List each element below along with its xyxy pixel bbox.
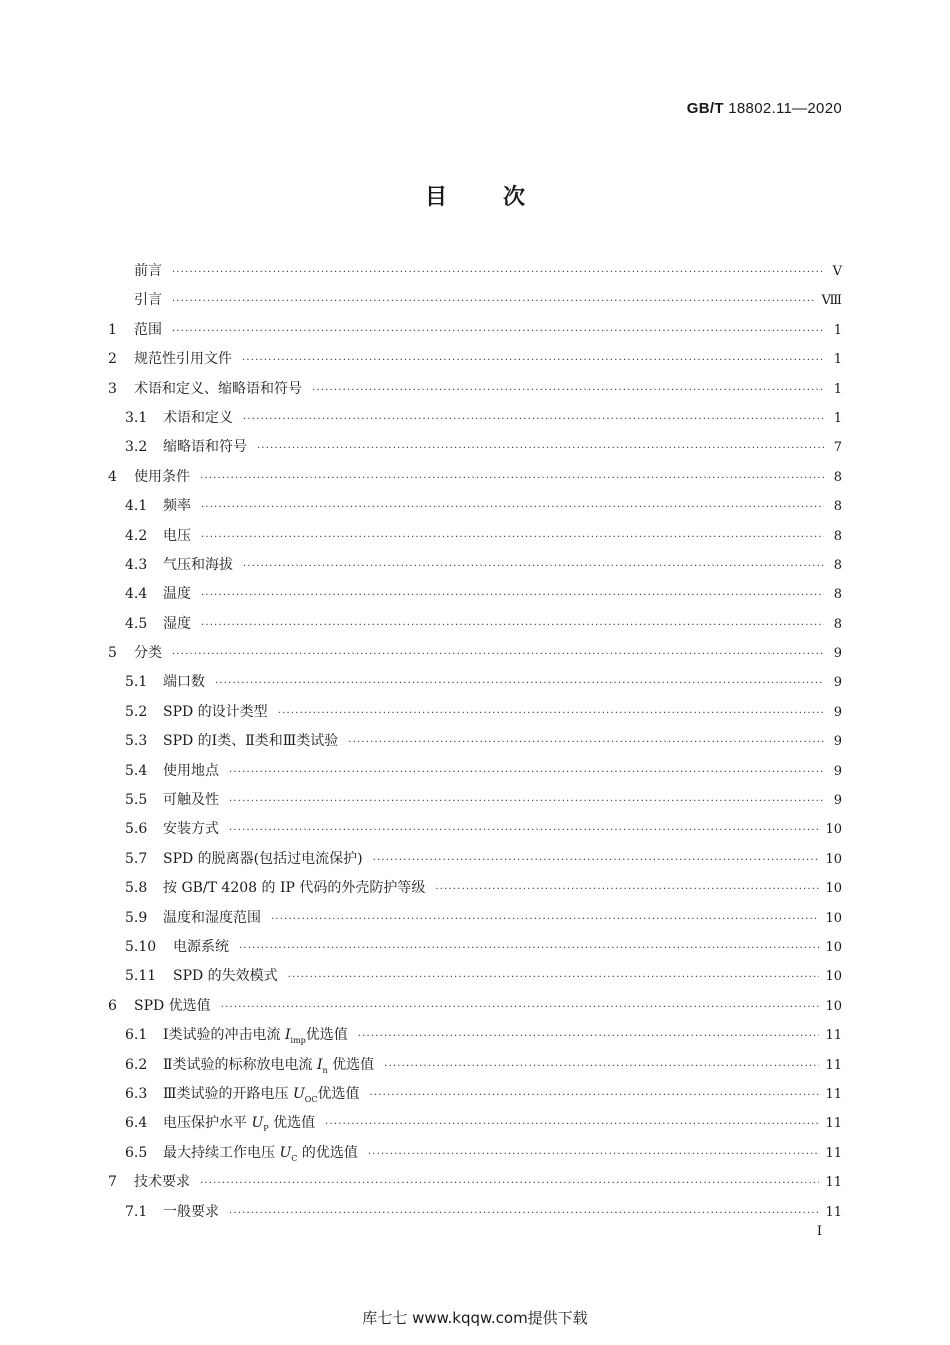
toc-leader-dots (172, 640, 824, 669)
toc-entry-page: 9 (833, 675, 842, 691)
toc-entry-page: 10 (825, 969, 842, 985)
toc-entry-number: 6.1 (125, 1027, 148, 1044)
toc-leader-dots (172, 258, 824, 287)
toc-entry[interactable] (108, 904, 842, 933)
toc-entry-title: 分类 (134, 645, 162, 662)
toc-entry[interactable] (108, 492, 842, 521)
toc-entry[interactable] (108, 845, 842, 874)
toc-entry[interactable] (108, 727, 842, 756)
toc-entry-number: 3.2 (125, 439, 148, 456)
standard-code-prefix: GB/T (686, 100, 724, 117)
toc-entry[interactable] (108, 698, 842, 727)
toc-entry-page: 11 (825, 1145, 842, 1161)
toc-entry-number: 5.6 (125, 821, 148, 838)
toc-entry-page: 8 (833, 557, 842, 573)
toc-entry-page: 8 (833, 499, 842, 515)
toc-title: 目次 (424, 185, 581, 210)
toc-entry-title: 术语和定义 (163, 409, 233, 426)
toc-entry-title-part: 优选值 (317, 1085, 360, 1102)
toc-entry-page: 11 (825, 1057, 842, 1073)
toc-entry-page: 7 (833, 440, 842, 456)
toc-entry-page: 9 (833, 793, 842, 809)
toc-entry-page: 9 (833, 646, 842, 662)
toc-entry[interactable] (108, 580, 842, 609)
toc-leader-dots (384, 1052, 819, 1081)
toc-entry-title: 按 GB/T 4208 的 IP 代码的外壳防护等级 (163, 880, 426, 897)
toc-leader-dots (278, 699, 824, 728)
toc-leader-dots (172, 287, 816, 316)
toc-entry-number: 6.2 (125, 1056, 148, 1073)
toc-entry[interactable] (108, 286, 842, 315)
toc-entry-title-part: 最大持续工作电压 (163, 1144, 280, 1161)
toc-entry-title-part: Ⅱ类试验的标称放电电流 (163, 1056, 317, 1073)
toc-entry-title: 安装方式 (163, 821, 219, 838)
toc-entry-title: 规范性引用文件 (134, 351, 232, 368)
toc-entry-number: 4.2 (125, 527, 148, 544)
symbol-subscript: OC (304, 1094, 318, 1104)
toc-entry-page: 10 (825, 881, 842, 897)
toc-entry-title: 范围 (134, 321, 162, 338)
symbol-subscript: P (263, 1124, 269, 1134)
toc-entry[interactable] (108, 433, 842, 462)
toc-entry-page: 9 (833, 734, 842, 750)
toc-entry[interactable] (108, 786, 842, 815)
toc-entry-page: 1 (833, 322, 842, 338)
symbol-subscript: C (291, 1153, 298, 1163)
toc-entry-page: 8 (833, 587, 842, 603)
toc-entry-title (163, 1139, 362, 1168)
toc-entry-number: 5.4 (125, 762, 148, 779)
toc-entry-title: 可触及性 (163, 792, 219, 809)
toc-entry-number: 5.10 (125, 938, 157, 955)
symbol-subscript: n (322, 1065, 328, 1075)
toc-entry-title (163, 1051, 378, 1080)
toc-entry[interactable] (108, 1139, 842, 1168)
toc-entry-page: 9 (833, 704, 842, 720)
toc-entry[interactable] (108, 610, 842, 639)
toc-entry-title: 使用条件 (134, 468, 190, 485)
toc-leader-dots (229, 1199, 819, 1228)
toc-entry-number: 7.1 (125, 1203, 148, 1220)
toc-entry-number: 5.9 (125, 909, 148, 926)
toc-entry-number: 4.4 (125, 586, 148, 603)
toc-entry[interactable] (108, 463, 842, 492)
toc-leader-dots (288, 963, 820, 992)
symbol: I (284, 1027, 291, 1044)
toc-leader-dots (200, 1169, 819, 1198)
symbol: U (292, 1085, 305, 1102)
toc-entry-title: 前言 (134, 263, 162, 279)
toc-entry-number: 4 (108, 468, 117, 485)
toc-entry-number: 7 (108, 1174, 117, 1191)
toc-entry-page: 8 (833, 528, 842, 544)
toc-entry[interactable] (108, 404, 842, 433)
toc-leader-dots (242, 346, 824, 375)
toc-entry-page: 1 (833, 410, 842, 426)
toc-entry-title: 湿度 (163, 615, 191, 632)
toc-leader-dots (271, 905, 819, 934)
toc-entry-title: 一般要求 (163, 1203, 219, 1220)
toc-entry[interactable] (108, 375, 842, 404)
toc-entry-number: 5.5 (125, 792, 148, 809)
toc-entry-title: 气压和海拔 (163, 556, 233, 573)
toc-entry-number: 6.3 (125, 1085, 148, 1102)
toc-leader-dots (229, 758, 824, 787)
toc-entry-page: 10 (825, 910, 842, 926)
toc-entry-title: 端口数 (163, 674, 205, 691)
toc-entry-page: 10 (825, 851, 842, 867)
toc-entry[interactable] (108, 1168, 842, 1197)
symbol-subscript: imp (290, 1035, 306, 1045)
toc-entry-page: 11 (825, 1116, 842, 1132)
toc-leader-dots (201, 581, 824, 610)
download-footer: 库七七 www.kqqw.com提供下载 (362, 1309, 588, 1327)
toc-entry-number: 6 (108, 997, 117, 1014)
toc-entry-title (163, 1109, 319, 1138)
toc-leader-dots (257, 434, 824, 463)
toc-entry-title: 电压 (163, 527, 191, 544)
toc-entry-page: 10 (825, 822, 842, 838)
toc-entry-title (163, 1021, 352, 1050)
toc-entry-title: 缩略语和符号 (163, 439, 247, 456)
toc-leader-dots (435, 875, 819, 904)
symbol: I (316, 1056, 323, 1073)
toc-entry[interactable] (108, 551, 842, 580)
toc-leader-dots (348, 728, 824, 757)
standard-code-number: 18802.11—2020 (728, 100, 842, 117)
toc-entry-title: 温度和湿度范围 (163, 909, 261, 926)
toc-leader-dots (243, 552, 824, 581)
toc-entry-number: 4.1 (125, 498, 148, 515)
toc-entry-number: 5.8 (125, 880, 148, 897)
toc-entry[interactable] (108, 1051, 842, 1080)
toc-entry[interactable] (108, 345, 842, 374)
toc-leader-dots (325, 1110, 819, 1139)
toc-entry[interactable] (108, 757, 842, 786)
symbol: U (279, 1144, 292, 1161)
toc-entry-number: 4.5 (125, 615, 148, 632)
toc-entry[interactable] (108, 1080, 842, 1109)
toc-entry-number: 2 (108, 351, 117, 368)
toc-entry-number: 4.3 (125, 556, 148, 573)
toc-leader-dots (201, 523, 824, 552)
toc-entry-page: 8 (833, 616, 842, 632)
toc-entry-number: 3.1 (125, 409, 148, 426)
toc-entry[interactable] (108, 316, 842, 345)
toc-entry-page: 10 (825, 998, 842, 1014)
toc-entry-page: 8 (833, 469, 842, 485)
toc-entry-title: 技术要求 (134, 1174, 190, 1191)
toc-leader-dots (221, 993, 820, 1022)
toc-leader-dots (243, 405, 824, 434)
toc-entry-page: 11 (825, 1204, 842, 1220)
toc-entry-number: 5.7 (125, 850, 148, 867)
toc-entry[interactable] (108, 668, 842, 697)
toc-leader-dots (200, 464, 824, 493)
toc-leader-dots (201, 611, 824, 640)
toc-entry-number: 1 (108, 321, 117, 338)
toc-leader-dots (312, 376, 824, 405)
toc-entry-title-part: Ⅰ类试验的冲击电流 (163, 1027, 285, 1044)
toc-entry-title-part: 电压保护水平 (163, 1115, 252, 1132)
toc-leader-dots (358, 1022, 820, 1051)
table-of-contents (108, 257, 842, 1227)
toc-entry-title-part: 的优选值 (297, 1144, 358, 1161)
toc-entry[interactable] (108, 1021, 842, 1050)
toc-entry-title-part: 优选值 (268, 1115, 316, 1132)
toc-entry-title: SPD 优选值 (134, 997, 211, 1014)
toc-entry-number: 5.3 (125, 733, 148, 750)
toc-leader-dots (201, 493, 824, 522)
toc-entry-title: 术语和定义、缩略语和符号 (134, 380, 302, 397)
toc-entry[interactable] (108, 992, 842, 1021)
toc-entry-title-part: 优选值 (305, 1027, 348, 1044)
toc-entry-page: 11 (825, 1175, 842, 1191)
toc-leader-dots (368, 1140, 820, 1169)
toc-entry[interactable] (108, 1198, 842, 1227)
toc-entry[interactable] (108, 639, 842, 668)
toc-entry-number: 5 (108, 645, 117, 662)
toc-entry[interactable] (108, 1109, 842, 1138)
toc-entry-title: SPD 的脱离器(包括过电流保护) (163, 850, 363, 867)
toc-entry-title: 频率 (163, 498, 191, 515)
toc-leader-dots (229, 816, 819, 845)
toc-entry[interactable] (108, 962, 842, 991)
toc-entry-title: 使用地点 (163, 762, 219, 779)
toc-entry-title-part: 优选值 (327, 1056, 375, 1073)
toc-entry[interactable] (108, 522, 842, 551)
toc-entry-page: Ⅷ (821, 293, 842, 309)
toc-entry-page: 10 (825, 939, 842, 955)
page-number: Ⅰ (816, 1224, 822, 1239)
toc-entry-number: 5.1 (125, 674, 148, 691)
toc-entry-number: 5.2 (125, 703, 148, 720)
toc-entry-page: 11 (825, 1028, 842, 1044)
toc-entry-number: 3 (108, 380, 117, 397)
toc-entry-title: SPD 的设计类型 (163, 703, 268, 720)
toc-entry-number: 5.11 (125, 968, 157, 985)
toc-entry[interactable] (108, 815, 842, 844)
toc-leader-dots (229, 787, 824, 816)
toc-entry-title (163, 1080, 363, 1109)
toc-entry-number: 6.5 (125, 1144, 148, 1161)
toc-leader-dots (215, 669, 824, 698)
toc-leader-dots (172, 317, 824, 346)
toc-leader-dots (373, 846, 820, 875)
toc-leader-dots (369, 1081, 819, 1110)
standard-code (687, 100, 842, 117)
toc-entry-page: 11 (825, 1086, 842, 1102)
toc-entry-page: 9 (833, 763, 842, 779)
toc-entry[interactable] (108, 257, 842, 286)
toc-entry-page: Ⅴ (832, 264, 842, 279)
toc-entry-title: SPD 的Ⅰ类、Ⅱ类和Ⅲ类试验 (163, 733, 339, 750)
toc-entry-number: 6.4 (125, 1115, 148, 1132)
toc-entry-title: 温度 (163, 586, 191, 603)
toc-entry-title: 引言 (134, 292, 162, 309)
symbol: U (251, 1115, 264, 1132)
toc-entry[interactable] (108, 874, 842, 903)
toc-entry-page: 1 (833, 352, 842, 368)
toc-entry-title-part: Ⅲ类试验的开路电压 (163, 1085, 293, 1102)
toc-entry-title: 电源系统 (173, 938, 229, 955)
toc-entry-page: 1 (833, 381, 842, 397)
toc-entry[interactable] (108, 933, 842, 962)
toc-leader-dots (239, 934, 819, 963)
toc-entry-title: SPD 的失效模式 (173, 968, 278, 985)
